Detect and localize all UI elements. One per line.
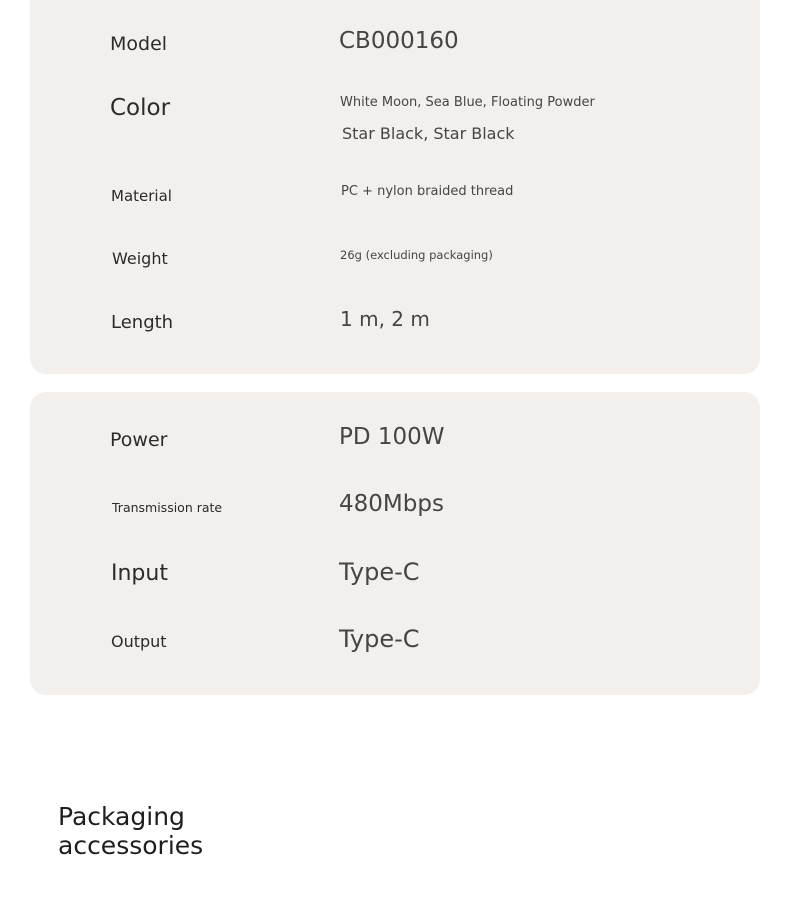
packaging-heading-line1: Packaging: [58, 802, 185, 831]
packaging-accessories-heading: [58, 802, 278, 860]
performance-card: [30, 392, 760, 695]
power-value: PD 100W: [339, 424, 445, 450]
length-value: 1 m, 2 m: [340, 307, 430, 331]
model-value: CB000160: [339, 28, 459, 54]
color-value-line2: Star Black, Star Black: [342, 124, 515, 143]
weight-label: Weight: [112, 249, 168, 268]
transmission-rate-label: Transmission rate: [112, 500, 223, 515]
specs-card: [30, 0, 760, 374]
length-label: Length: [111, 312, 174, 333]
color-label: Color: [110, 95, 171, 121]
weight-value: 26g (excluding packaging): [340, 248, 493, 262]
output-label: Output: [111, 632, 167, 651]
power-label: Power: [110, 429, 168, 451]
transmission-rate-value: 480Mbps: [339, 491, 444, 517]
model-label: Model: [110, 33, 168, 55]
material-value: PC + nylon braided thread: [341, 184, 514, 199]
output-value: Type-C: [339, 625, 420, 653]
input-value: Type-C: [339, 558, 420, 586]
packaging-heading-line2: accessories: [58, 831, 204, 860]
material-label: Material: [111, 187, 172, 205]
color-value-line1: White Moon, Sea Blue, Floating Powder: [340, 95, 595, 110]
input-label: Input: [111, 561, 168, 586]
